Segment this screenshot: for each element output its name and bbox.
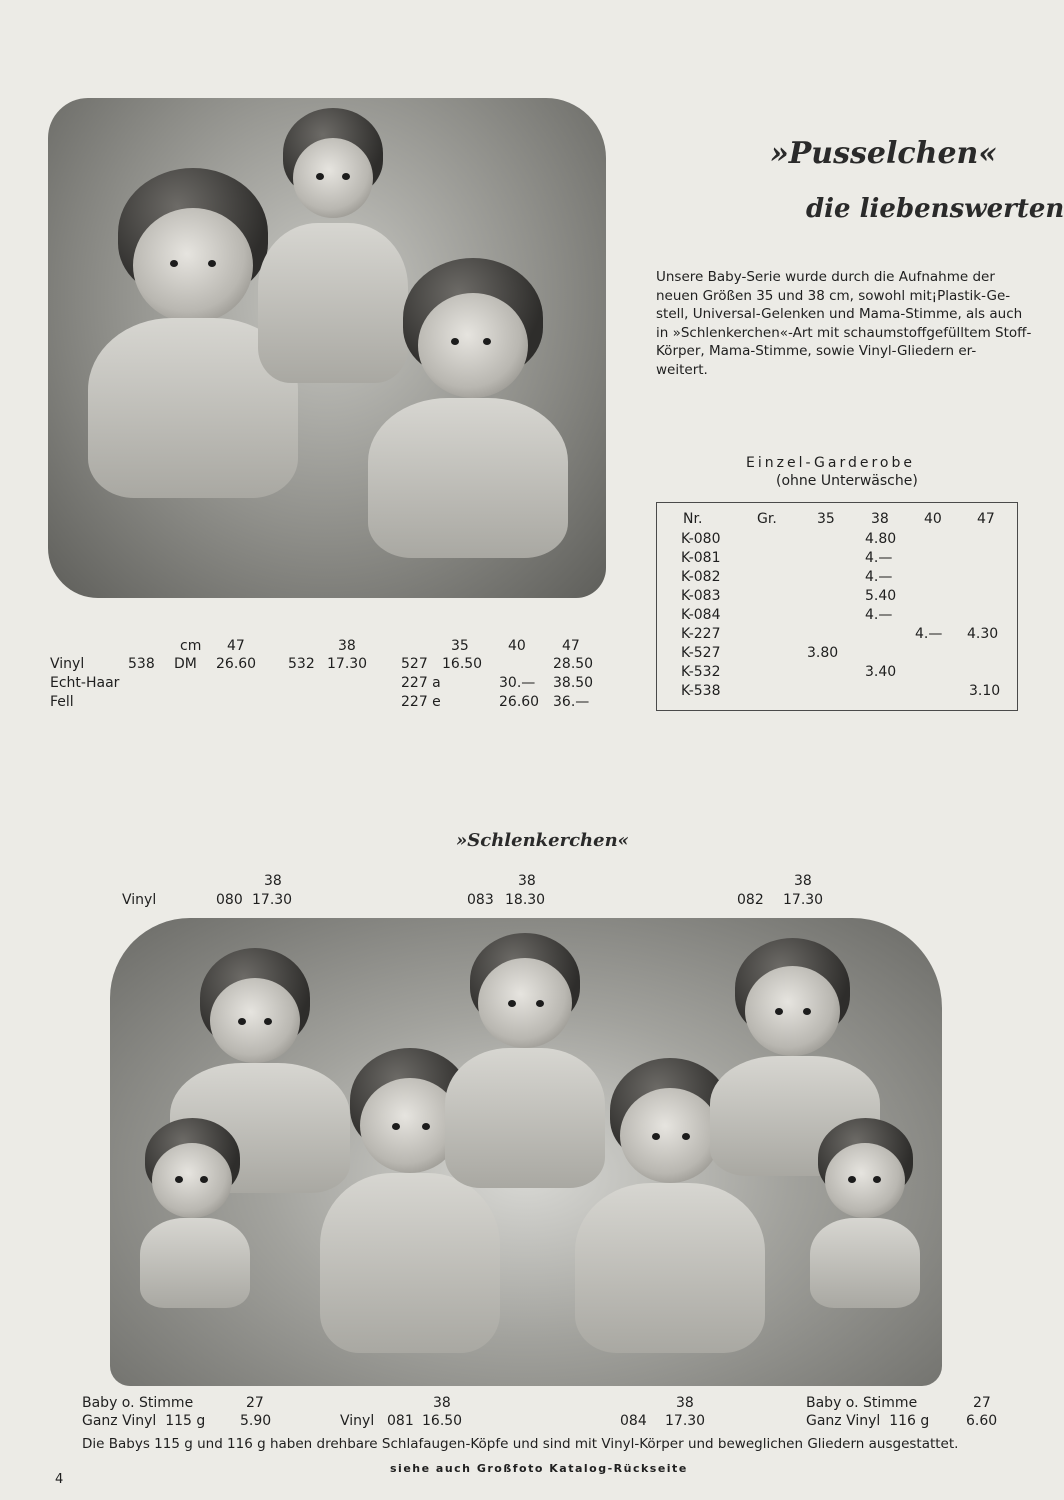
caption-left-label: Baby o. Stimme: [82, 1395, 194, 1411]
doll-figure: [130, 1118, 260, 1328]
price: 16.50: [442, 656, 483, 672]
row-label-vinyl: Vinyl: [50, 656, 85, 672]
table-row: [657, 645, 1017, 664]
caption-right-label2: Ganz Vinyl 116 g: [806, 1413, 930, 1429]
caption-mid2-size: 38: [676, 1395, 694, 1411]
col-header-size: 47: [977, 511, 995, 527]
row-nr: K-527: [681, 645, 721, 661]
intro-line: in »Schlenkerchen«-Art mit schaumstoffgefülltem Stoff-: [656, 324, 1032, 341]
caption-mid1-num: 081: [387, 1413, 414, 1429]
caption-mid2-price: 17.30: [665, 1413, 706, 1429]
footer-note: siehe auch Großfoto Katalog-Rückseite: [390, 1462, 688, 1475]
item-number: 532: [288, 656, 315, 672]
col-header-nr: Nr.: [683, 511, 703, 527]
row-price-47: 3.10: [969, 683, 1001, 699]
row-price-38: 4.—: [865, 569, 893, 585]
caption-mid1-price: 16.50: [422, 1413, 463, 1429]
price: 17.30: [783, 892, 824, 908]
caption-right-label: Baby o. Stimme: [806, 1395, 918, 1411]
row-nr: K-227: [681, 626, 721, 642]
size-label: 38: [518, 873, 536, 889]
item-number: 227 e: [401, 694, 441, 710]
row-price-35: 3.80: [807, 645, 839, 661]
intro-line: stell, Universal-Gelenken und Mama-Stimme, als auch: [656, 306, 1023, 322]
page-subtitle: die liebenswerten: [806, 194, 1064, 224]
footnote: Die Babys 115 g und 116 g haben drehbare Schlafaugen-Köpfe und sind mit Vinyl-Körper und beweglichen Gliedern ausgestattet.: [82, 1436, 959, 1452]
item-number: 083: [467, 892, 494, 908]
table-row: [657, 626, 1017, 645]
bottom-doll-photo: [110, 918, 942, 1386]
row-label-fell: Fell: [50, 694, 74, 710]
section-title-schlenkerchen: »Schlenkerchen«: [456, 830, 629, 851]
price: 36.—: [553, 694, 590, 710]
caption-mid1-size: 38: [433, 1395, 451, 1411]
hdr-cm: cm: [180, 638, 202, 654]
row-price-40: 4.—: [915, 626, 943, 642]
col-header-size: 38: [871, 511, 889, 527]
price: 26.60: [499, 694, 540, 710]
row-nr: K-082: [681, 569, 721, 585]
item-number: 527: [401, 656, 428, 672]
col-header-gr: Gr.: [757, 511, 777, 527]
col-header-size: 35: [817, 511, 835, 527]
price: 30.—: [499, 675, 536, 691]
caption-left-label2: Ganz Vinyl 115 g: [82, 1413, 206, 1429]
size-label: 38: [264, 873, 282, 889]
row-nr: K-538: [681, 683, 721, 699]
intro-text: [656, 268, 1031, 379]
row-price-47: 4.30: [967, 626, 999, 642]
intro-line: neuen Größen 35 und 38 cm, sowohl mit¡Plastik-Ge-: [656, 287, 1011, 304]
item-number: 082: [737, 892, 764, 908]
hdr-size: 40: [508, 638, 526, 654]
row-label-echt-haar: Echt-Haar: [50, 675, 120, 691]
table-row: [657, 664, 1017, 683]
currency: DM: [174, 656, 197, 672]
row-price-38: 3.40: [865, 664, 897, 680]
price: 38.50: [553, 675, 594, 691]
item-number: 227 a: [401, 675, 441, 691]
vinyl-label: Vinyl: [122, 892, 157, 908]
table-row: [657, 569, 1017, 588]
page-number: 4: [55, 1472, 64, 1487]
intro-line: Unsere Baby-Serie wurde durch die Aufnahme der: [656, 269, 995, 285]
caption-right-price: 6.60: [966, 1413, 998, 1429]
price: 26.60: [216, 656, 257, 672]
table-row: [657, 683, 1017, 702]
hdr-size: 47: [227, 638, 245, 654]
intro-line: weitert.: [656, 361, 708, 378]
row-price-38: 4.80: [865, 531, 897, 547]
table-row: [657, 607, 1017, 626]
row-nr: K-083: [681, 588, 721, 604]
caption-mid2-num: 084: [620, 1413, 647, 1429]
size-label: 38: [794, 873, 812, 889]
doll-figure: [348, 258, 588, 588]
wardrobe-heading: Einzel-Garderobe: [746, 455, 915, 471]
row-nr: K-080: [681, 531, 721, 547]
row-price-38: 5.40: [865, 588, 897, 604]
caption-left-size: 27: [246, 1395, 264, 1411]
caption-right-size: 27: [973, 1395, 991, 1411]
row-price-38: 4.—: [865, 607, 893, 623]
price: 18.30: [505, 892, 546, 908]
item-number: 080: [216, 892, 243, 908]
top-doll-photo: [48, 98, 606, 598]
table-row: [657, 588, 1017, 607]
caption-left-price: 5.90: [240, 1413, 272, 1429]
caption-mid1-label: Vinyl: [340, 1413, 375, 1429]
doll-figure: [800, 1118, 930, 1328]
price: 28.50: [553, 656, 594, 672]
table-row: [657, 550, 1017, 569]
row-price-38: 4.—: [865, 550, 893, 566]
hdr-size: 35: [451, 638, 469, 654]
item-number: 538: [128, 656, 155, 672]
row-nr: K-081: [681, 550, 721, 566]
hdr-size: 38: [338, 638, 356, 654]
intro-line: Körper, Mama-Stimme, sowie Vinyl-Gliedern er-: [656, 343, 977, 359]
wardrobe-subheading: (ohne Unterwäsche): [776, 473, 918, 489]
col-header-size: 40: [924, 511, 942, 527]
table-row: [657, 531, 1017, 550]
price: 17.30: [327, 656, 368, 672]
row-nr: K-532: [681, 664, 721, 680]
price: 17.30: [252, 892, 293, 908]
page-title: »Pusselchen«: [770, 136, 998, 171]
wardrobe-table: [656, 502, 1018, 711]
hdr-size: 47: [562, 638, 580, 654]
row-nr: K-084: [681, 607, 721, 623]
